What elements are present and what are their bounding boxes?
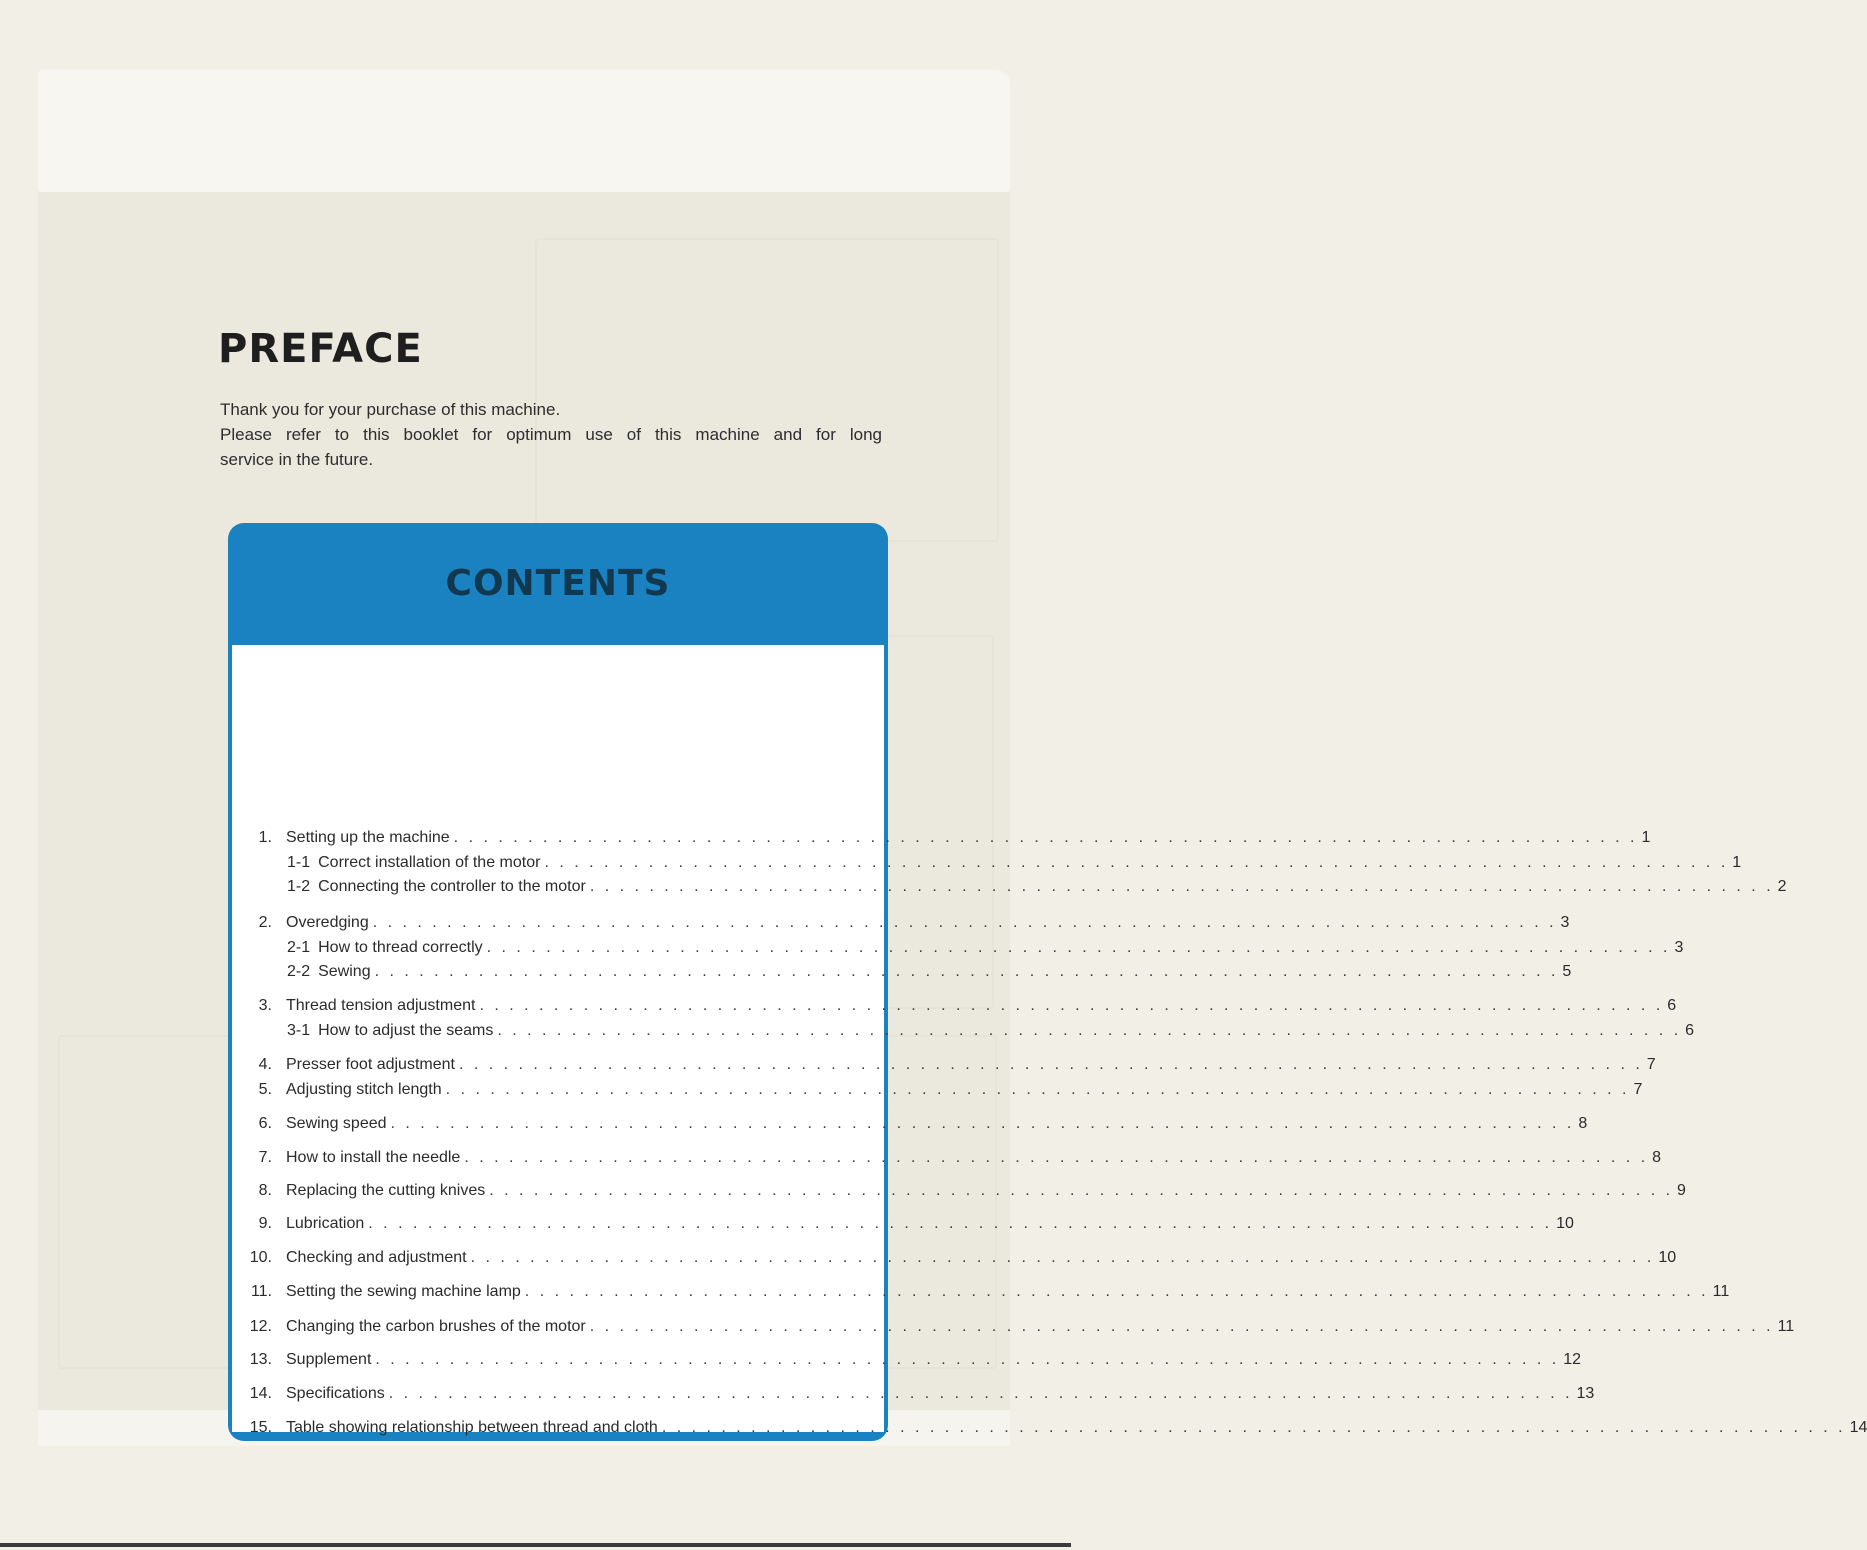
toc-entry-label: Supplement [286,1351,372,1368]
toc-entry [232,829,1651,853]
preface-paragraph [220,397,882,472]
toc-entry [232,1249,1677,1273]
toc-entry-subnumber: 3-1 [287,1022,311,1039]
toc-dot-leader: . . . . . . . . . . . . . . . . . . . . . . . . . . . . . . . . . . . . . . . . . . . . . . . . . . . . . . . . . . . . . . . . . . . . . . . . . . . . . . . . [388,1385,1573,1402]
toc-entry-label: How to adjust the seams [318,1022,494,1039]
preface-heading: PREFACE [218,326,423,372]
toc-entry [232,1351,1581,1375]
toc-entry [232,1056,1656,1080]
toc-entry [232,1419,1867,1443]
toc-entry-number: 9. [258,1215,272,1232]
toc-entry-page: 1 [1641,829,1651,846]
preface-line-3: service in the future. [220,450,374,469]
show-through-frame-top [535,238,999,542]
toc-entry-page: 13 [1576,1385,1595,1402]
toc-entry-number: 13. [249,1351,272,1368]
toc-entry-number: 8. [258,1182,272,1199]
show-through-header-band [38,70,1010,192]
toc-entry-page: 3 [1560,914,1570,931]
toc-entry-label: How to install the needle [286,1149,461,1166]
toc-entry-label: Setting up the machine [286,829,450,846]
toc-entry-label: Adjusting stitch length [286,1081,442,1098]
toc-entry-number: 15. [249,1419,272,1436]
toc-entry-label: Specifications [286,1385,385,1402]
toc-dot-leader: . . . . . . . . . . . . . . . . . . . . . . . . . . . . . . . . . . . . . . . . . . . . . . . . . . . . . . . . . . . . . . . . . . . . . . . . . . . . . . . . [470,1249,1655,1266]
toc-dot-leader: . . . . . . . . . . . . . . . . . . . . . . . . . . . . . . . . . . . . . . . . . . . . . . . . . . . . . . . . . . . . . . . . . . . . . . . . . . . . . . . . [497,1022,1682,1039]
toc-entry-label: Changing the carbon brushes of the motor [286,1318,586,1335]
toc-dot-leader: . . . . . . . . . . . . . . . . . . . . . . . . . . . . . . . . . . . . . . . . . . . . . . . . . . . . . . . . . . . . . . . . . . . . . . . . . . . . . . . . [589,1318,1774,1335]
toc-entry-label: Correct installation of the motor [318,854,541,871]
preface-line-1: Thank you for your purchase of this machine. [220,400,561,419]
preface-line-2: Please refer to this booklet for optimum use of this machine and for long [220,425,882,444]
toc-entry [232,997,1677,1021]
toc-entry-number: 14. [249,1385,272,1402]
toc-entry-number: 7. [258,1149,272,1166]
toc-entry-label: Lubrication [286,1215,365,1232]
toc-entry [232,1081,1643,1105]
toc-entry-number: 1. [258,829,272,846]
toc-entry [232,963,1572,987]
toc-entry-label: Connecting the controller to the motor [318,878,586,895]
toc-entry-label: Replacing the cutting knives [286,1182,486,1199]
toc-entry-number: 10. [249,1249,272,1266]
toc-dot-leader: . . . . . . . . . . . . . . . . . . . . . . . . . . . . . . . . . . . . . . . . . . . . . . . . . . . . . . . . . . . . . . . . . . . . . . . . . . . . . . . . [589,878,1774,895]
toc-dot-leader: . . . . . . . . . . . . . . . . . . . . . . . . . . . . . . . . . . . . . . . . . . . . . . . . . . . . . . . . . . . . . . . . . . . . . . . . . . . . . . . . [445,1081,1630,1098]
toc-entry-label: Checking and adjustment [286,1249,467,1266]
toc-entry [232,878,1787,902]
toc-entry-number: 11. [250,1283,272,1300]
toc-dot-leader: . . . . . . . . . . . . . . . . . . . . . . . . . . . . . . . . . . . . . . . . . . . . . . . . . . . . . . . . . . . . . . . . . . . . . . . . . . . . . . . . [453,829,1638,846]
toc-entry [232,1385,1595,1409]
toc-entry-page: 10 [1556,1215,1574,1232]
contents-heading: CONTENTS [445,563,671,604]
contents-list [232,645,1867,1436]
toc-entry [232,1215,1574,1239]
toc-dot-leader: . . . . . . . . . . . . . . . . . . . . . . . . . . . . . . . . . . . . . . . . . . . . . . . . . . . . . . . . . . . . . . . . . . . . . . . . . . . . . . . . [368,1215,1553,1232]
toc-entry-label: Setting the sewing machine lamp [286,1283,521,1300]
toc-entry-page: 1 [1732,854,1742,871]
toc-entry-page: 9 [1677,1182,1686,1199]
toc-entry-number: 5. [258,1081,272,1098]
toc-dot-leader: . . . . . . . . . . . . . . . . . . . . . . . . . . . . . . . . . . . . . . . . . . . . . . . . . . . . . . . . . . . . . . . . . . . . . . . . . . . . . . . . [390,1115,1575,1132]
toc-entry-number: 2. [258,914,272,931]
toc-entry [232,1149,1662,1173]
toc-entry-label: Sewing [318,963,371,980]
toc-entry-page: 5 [1562,963,1572,980]
toc-entry-page: 11 [1777,1318,1795,1335]
toc-entry-label: How to thread correctly [318,939,483,956]
contents-panel [228,523,1867,1441]
toc-entry-subnumber: 2-1 [287,939,311,956]
toc-entry-label: Thread tension adjustment [286,997,476,1014]
toc-entry-subnumber: 1-2 [287,878,311,895]
bottom-edge-rule [0,1543,1071,1547]
toc-entry-label: Table showing relationship between thread and cloth [286,1419,658,1436]
toc-entry-label: Overedging [286,914,369,931]
toc-dot-leader: . . . . . . . . . . . . . . . . . . . . . . . . . . . . . . . . . . . . . . . . . . . . . . . . . . . . . . . . . . . . . . . . . . . . . . . . . . . . . . . . [544,854,1729,871]
toc-entry-number: 12. [249,1318,272,1335]
toc-dot-leader: . . . . . . . . . . . . . . . . . . . . . . . . . . . . . . . . . . . . . . . . . . . . . . . . . . . . . . . . . . . . . . . . . . . . . . . . . . . . . . . . [486,939,1671,956]
toc-entry-page: 14 [1849,1419,1867,1436]
toc-entry-page: 10 [1658,1249,1677,1266]
toc-entry-subnumber: 1-1 [287,854,311,871]
toc-entry-label: Sewing speed [286,1115,387,1132]
toc-entry-number: 6. [258,1115,272,1132]
toc-entry [232,1115,1588,1139]
toc-entry-page: 11 [1712,1283,1730,1300]
toc-entry-page: 6 [1667,997,1677,1014]
toc-entry-page: 8 [1578,1115,1588,1132]
toc-entry-page: 7 [1633,1081,1643,1098]
toc-entry-page: 12 [1563,1351,1581,1368]
toc-entry-page: 2 [1777,878,1787,895]
toc-entry-page: 7 [1646,1056,1656,1073]
toc-entry [232,1182,1686,1206]
toc-dot-leader: . . . . . . . . . . . . . . . . . . . . . . . . . . . . . . . . . . . . . . . . . . . . . . . . . . . . . . . . . . . . . . . . . . . . . . . . . . . . . . . . [661,1419,1846,1436]
toc-entry [232,1318,1795,1342]
toc-entry [232,1283,1730,1307]
toc-entry-label: Presser foot adjustment [286,1056,455,1073]
toc-dot-leader: . . . . . . . . . . . . . . . . . . . . . . . . . . . . . . . . . . . . . . . . . . . . . . . . . . . . . . . . . . . . . . . . . . . . . . . . . . . . . . . . [489,1182,1674,1199]
toc-entry-page: 8 [1652,1149,1662,1166]
toc-entry-number: 4. [258,1056,272,1073]
toc-entry-page: 3 [1674,939,1684,956]
toc-entry-number: 3. [258,997,272,1014]
toc-entry [232,914,1570,938]
toc-entry-page: 6 [1685,1022,1695,1039]
toc-entry [232,854,1742,878]
toc-dot-leader: . . . . . . . . . . . . . . . . . . . . . . . . . . . . . . . . . . . . . . . . . . . . . . . . . . . . . . . . . . . . . . . . . . . . . . . . . . . . . . . . [524,1283,1709,1300]
toc-dot-leader: . . . . . . . . . . . . . . . . . . . . . . . . . . . . . . . . . . . . . . . . . . . . . . . . . . . . . . . . . . . . . . . . . . . . . . . . . . . . . . . . [458,1056,1643,1073]
toc-entry [232,939,1684,963]
toc-dot-leader: . . . . . . . . . . . . . . . . . . . . . . . . . . . . . . . . . . . . . . . . . . . . . . . . . . . . . . . . . . . . . . . . . . . . . . . . . . . . . . . . [464,1149,1649,1166]
toc-entry [232,1022,1695,1046]
toc-dot-leader: . . . . . . . . . . . . . . . . . . . . . . . . . . . . . . . . . . . . . . . . . . . . . . . . . . . . . . . . . . . . . . . . . . . . . . . . . . . . . . . . [372,914,1557,931]
toc-dot-leader: . . . . . . . . . . . . . . . . . . . . . . . . . . . . . . . . . . . . . . . . . . . . . . . . . . . . . . . . . . . . . . . . . . . . . . . . . . . . . . . . [375,1351,1560,1368]
toc-entry-subnumber: 2-2 [287,963,311,980]
toc-dot-leader: . . . . . . . . . . . . . . . . . . . . . . . . . . . . . . . . . . . . . . . . . . . . . . . . . . . . . . . . . . . . . . . . . . . . . . . . . . . . . . . . [479,997,1664,1014]
toc-dot-leader: . . . . . . . . . . . . . . . . . . . . . . . . . . . . . . . . . . . . . . . . . . . . . . . . . . . . . . . . . . . . . . . . . . . . . . . . . . . . . . . . [374,963,1559,980]
